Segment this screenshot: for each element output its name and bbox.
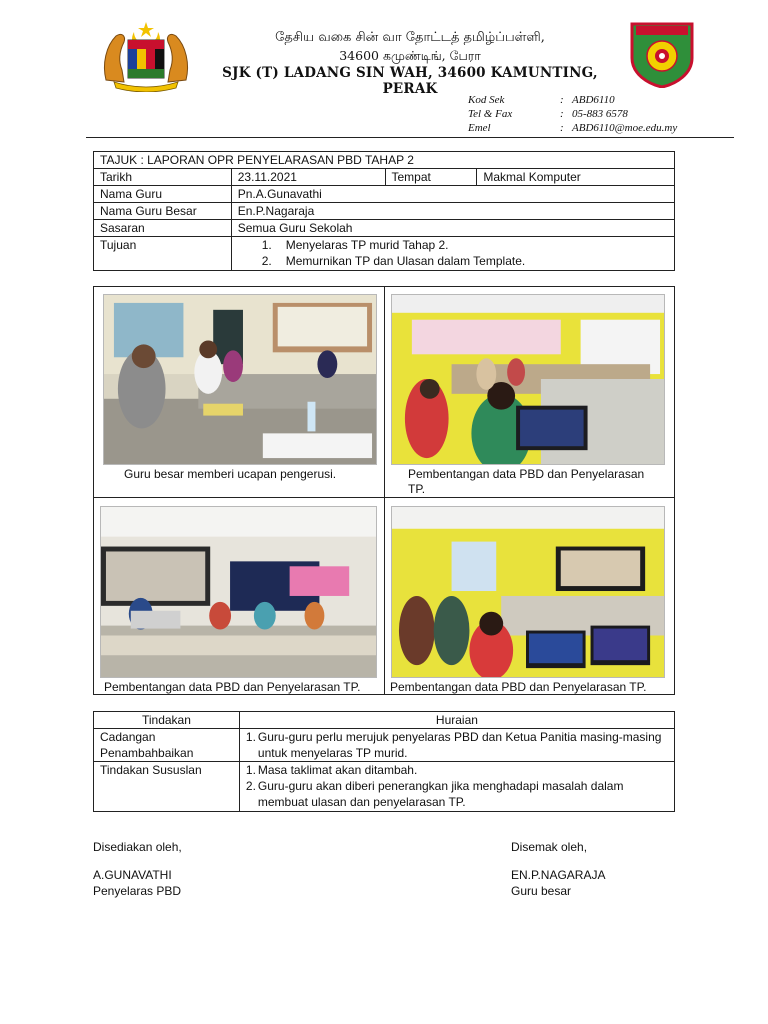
list-item [246,729,668,761]
action-table [93,711,675,812]
photo-caption: Guru besar memberi ucapan pengerusi. [124,467,337,481]
action-label: Cadangan Penambahbaikan [94,729,240,762]
place-label: Tempat [385,169,477,186]
photo-caption: Pembentangan data PBD dan Penyelarasan TP. [408,467,645,496]
list-item [246,762,668,778]
contact-label: Emel [468,122,491,134]
action-label: Tindakan Sususlan [94,762,240,812]
contact-separator: : [560,108,564,120]
table-row [94,203,675,220]
school-code: ABD6110 [572,94,615,106]
header-divider [86,137,734,138]
contact-label: Kod Sek [468,94,505,106]
date-label: Tarikh [94,169,232,186]
table-row [94,762,675,812]
checked-by-name: EN.P.NAGARAJA [511,868,606,882]
table-row [94,237,675,271]
contact-separator: : [560,94,564,106]
action-description [239,762,674,812]
school-badge-logo [630,22,694,88]
prepared-by-name: A.GUNAVATHI [93,868,172,882]
target-value: Semua Guru Sekolah [231,220,674,237]
table-row [94,220,675,237]
action-description [239,729,674,762]
grid-divider-vertical [384,287,385,694]
contact-separator: : [560,122,564,134]
photo-grid [93,286,675,695]
head-teacher-value: En.P.Nagaraja [231,203,674,220]
list-number: 2. [261,254,272,268]
list-text: Guru-guru akan diberi penerangkan jika menghadapi masalah dalam membuat ulasan dan penyelarasan TP. [257,779,624,809]
list-text: Masa taklimat akan ditambah. [257,763,418,777]
photo-meeting-opening [103,294,377,465]
photo-caption: Pembentangan data PBD dan Penyelarasan TP. [390,680,647,694]
photo-presentation-1 [391,294,665,465]
phone-fax: 05-883 6578 [572,108,628,120]
list-text: Guru-guru perlu merujuk penyelaras PBD dan Ketua Panitia masing-masing untuk menyelaras TP murid. [257,730,662,760]
date-value: 23.11.2021 [231,169,385,186]
head-teacher-label: Nama Guru Besar [94,203,232,220]
teacher-value: Pn.A.Gunavathi [231,186,674,203]
contact-label: Tel & Fax [468,108,513,120]
list-number: 1. [245,763,256,777]
column-header-description: Huraian [239,712,674,729]
school-name: SJK (T) LADANG SIN WAH, 34600 KAMUNTING, PERAK [222,65,598,97]
prepared-by-role: Penyelaras PBD [93,884,182,898]
school-name-tamil: தேசிய வகை சின் வா தோட்டத் தமிழ்ப்பள்ளி, [275,30,545,45]
prepared-by-label: Disediakan oleh, [93,840,182,854]
photo-caption: Pembentangan data PBD dan Penyelarasan TP. [104,680,361,694]
table-row [94,152,675,169]
list-number: 1. [245,730,256,744]
target-label: Sasaran [94,220,232,237]
contact-row [468,93,728,107]
list-number: 1. [261,238,272,252]
purpose-list [231,237,674,271]
checked-by-label: Disemak oleh, [511,840,588,854]
report-info-table [93,151,675,271]
table-row [94,186,675,203]
list-item [238,253,668,269]
contact-row [468,121,728,135]
email-address: ABD6110@moe.edu.my [572,122,678,134]
table-row [94,169,675,186]
list-item [238,237,668,253]
purpose-text: Menyelaras TP murid Tahap 2. [285,238,449,252]
table-row [94,729,675,762]
grid-divider-horizontal [94,497,674,498]
photo-presentation-2 [100,506,377,678]
place-value: Makmal Komputer [477,169,675,186]
teacher-label: Nama Guru [94,186,232,203]
malaysia-coat-of-arms-logo [100,20,192,92]
contact-row [468,107,728,121]
contact-block [468,93,728,135]
column-header-action: Tindakan [94,712,240,729]
list-number: 2. [245,779,256,793]
checked-by-role: Guru besar [511,884,572,898]
list-item [246,778,668,810]
purpose-label: Tujuan [94,237,232,271]
school-address-tamil: 34600 கமுண்டிங், பேரா [339,48,481,63]
photo-presentation-3 [391,506,665,678]
purpose-text: Memurnikan TP dan Ulasan dalam Template. [285,254,526,268]
table-header-row [94,712,675,729]
report-title: TAJUK : LAPORAN OPR PENYELARASAN PBD TAHAP 2 [94,152,675,169]
